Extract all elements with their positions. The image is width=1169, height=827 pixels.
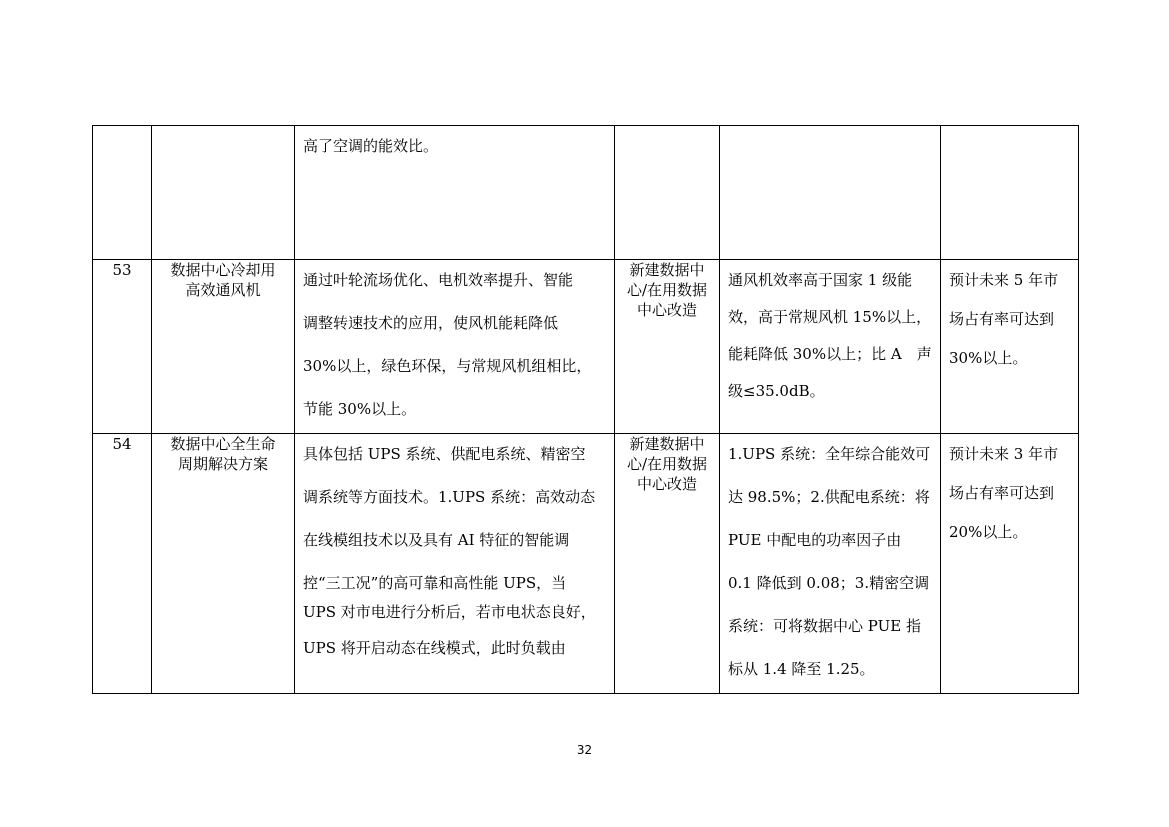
description-cell bbox=[295, 260, 615, 434]
scope-cell bbox=[615, 126, 720, 260]
tech-name-line: 高效通风机 bbox=[185, 281, 261, 299]
row-number-cell bbox=[93, 126, 152, 260]
indicator-cell bbox=[720, 126, 941, 260]
tech-name-line: 周期解决方案 bbox=[177, 455, 268, 473]
prediction-cell bbox=[941, 260, 1079, 434]
scope-line: 心/在用数据 bbox=[626, 281, 708, 299]
scope-line: 新建数据中 bbox=[629, 261, 705, 279]
description-line: 调整转速技术的应用，使风机能耗降低 bbox=[303, 314, 559, 332]
description-cell bbox=[295, 434, 615, 694]
tech-name-line: 数据中心冷却用 bbox=[170, 261, 276, 279]
description-line: 在线模组技术以及具有 AI 特征的智能调 bbox=[303, 531, 570, 549]
prediction-line: 预计未来 3 年市 bbox=[949, 445, 1059, 463]
indicator-line: 能耗降低 30%以上；比 A 声 bbox=[728, 345, 932, 363]
description-cell bbox=[295, 126, 615, 260]
prediction-line: 30%以上。 bbox=[949, 349, 1028, 367]
indicator-line: 标从 1.4 降至 1.25。 bbox=[728, 660, 875, 678]
description-line: 控“三工况”的高可靠和高性能 UPS，当 bbox=[303, 574, 567, 592]
row-number-cell bbox=[93, 260, 152, 434]
row-number: 53 bbox=[112, 261, 132, 279]
prediction-line: 场占有率可达到 bbox=[949, 310, 1055, 328]
indicator-line: 达 98.5%；2.供配电系统：将 bbox=[728, 488, 930, 506]
tech-name-cell bbox=[152, 434, 295, 694]
table-row bbox=[93, 126, 1079, 260]
prediction-line: 20%以上。 bbox=[949, 523, 1028, 541]
indicator-cell bbox=[720, 260, 941, 434]
prediction-line: 预计未来 5 年市 bbox=[949, 271, 1059, 289]
description-line: 通过叶轮流场优化、电机效率提升、智能 bbox=[303, 271, 574, 289]
indicator-line: 效，高于常规风机 15%以上， bbox=[728, 308, 932, 326]
scope-line: 中心改造 bbox=[636, 475, 697, 493]
description-line: UPS 对市电进行分析后，若市电状态良好， bbox=[303, 603, 596, 621]
indicator-line: 1.UPS 系统：全年综合能效可 bbox=[728, 445, 931, 463]
indicator-line: PUE 中配电的功率因子由 bbox=[728, 531, 902, 549]
technology-table bbox=[92, 125, 1079, 694]
tech-name-line: 数据中心全生命 bbox=[170, 435, 276, 453]
indicator-line: 系统：可将数据中心 PUE 指 bbox=[728, 617, 921, 635]
scope-cell bbox=[615, 434, 720, 694]
prediction-cell bbox=[941, 126, 1079, 260]
row-number: 54 bbox=[112, 435, 132, 453]
scope-cell bbox=[615, 260, 720, 434]
tech-name-cell bbox=[152, 260, 295, 434]
description-line: 30%以上，绿色环保，与常规风机组相比， bbox=[303, 357, 592, 375]
description-line: UPS 将开启动态在线模式，此时负载由 bbox=[303, 639, 566, 657]
description-line: 高了空调的能效比。 bbox=[303, 137, 439, 155]
description-line: 调系统等方面技术。1.UPS 系统：高效动态 bbox=[303, 488, 596, 506]
scope-line: 中心改造 bbox=[636, 301, 697, 319]
indicator-cell bbox=[720, 434, 941, 694]
table-row bbox=[93, 434, 1079, 694]
indicator-line: 通风机效率高于国家 1 级能 bbox=[728, 271, 913, 289]
tech-name-cell bbox=[152, 126, 295, 260]
indicator-line: 0.1 降低到 0.08；3.精密空调 bbox=[728, 574, 930, 592]
prediction-cell bbox=[941, 434, 1079, 694]
description-line: 节能 30%以上。 bbox=[303, 400, 417, 418]
scope-line: 心/在用数据 bbox=[626, 455, 708, 473]
prediction-line: 场占有率可达到 bbox=[949, 484, 1055, 502]
indicator-line: 级≤35.0dB。 bbox=[728, 382, 825, 400]
row-number-cell bbox=[93, 434, 152, 694]
table-row bbox=[93, 260, 1079, 434]
description-line: 具体包括 UPS 系统、供配电系统、精密空 bbox=[303, 445, 586, 463]
scope-line: 新建数据中 bbox=[629, 435, 705, 453]
page-number: 32 bbox=[576, 743, 593, 757]
